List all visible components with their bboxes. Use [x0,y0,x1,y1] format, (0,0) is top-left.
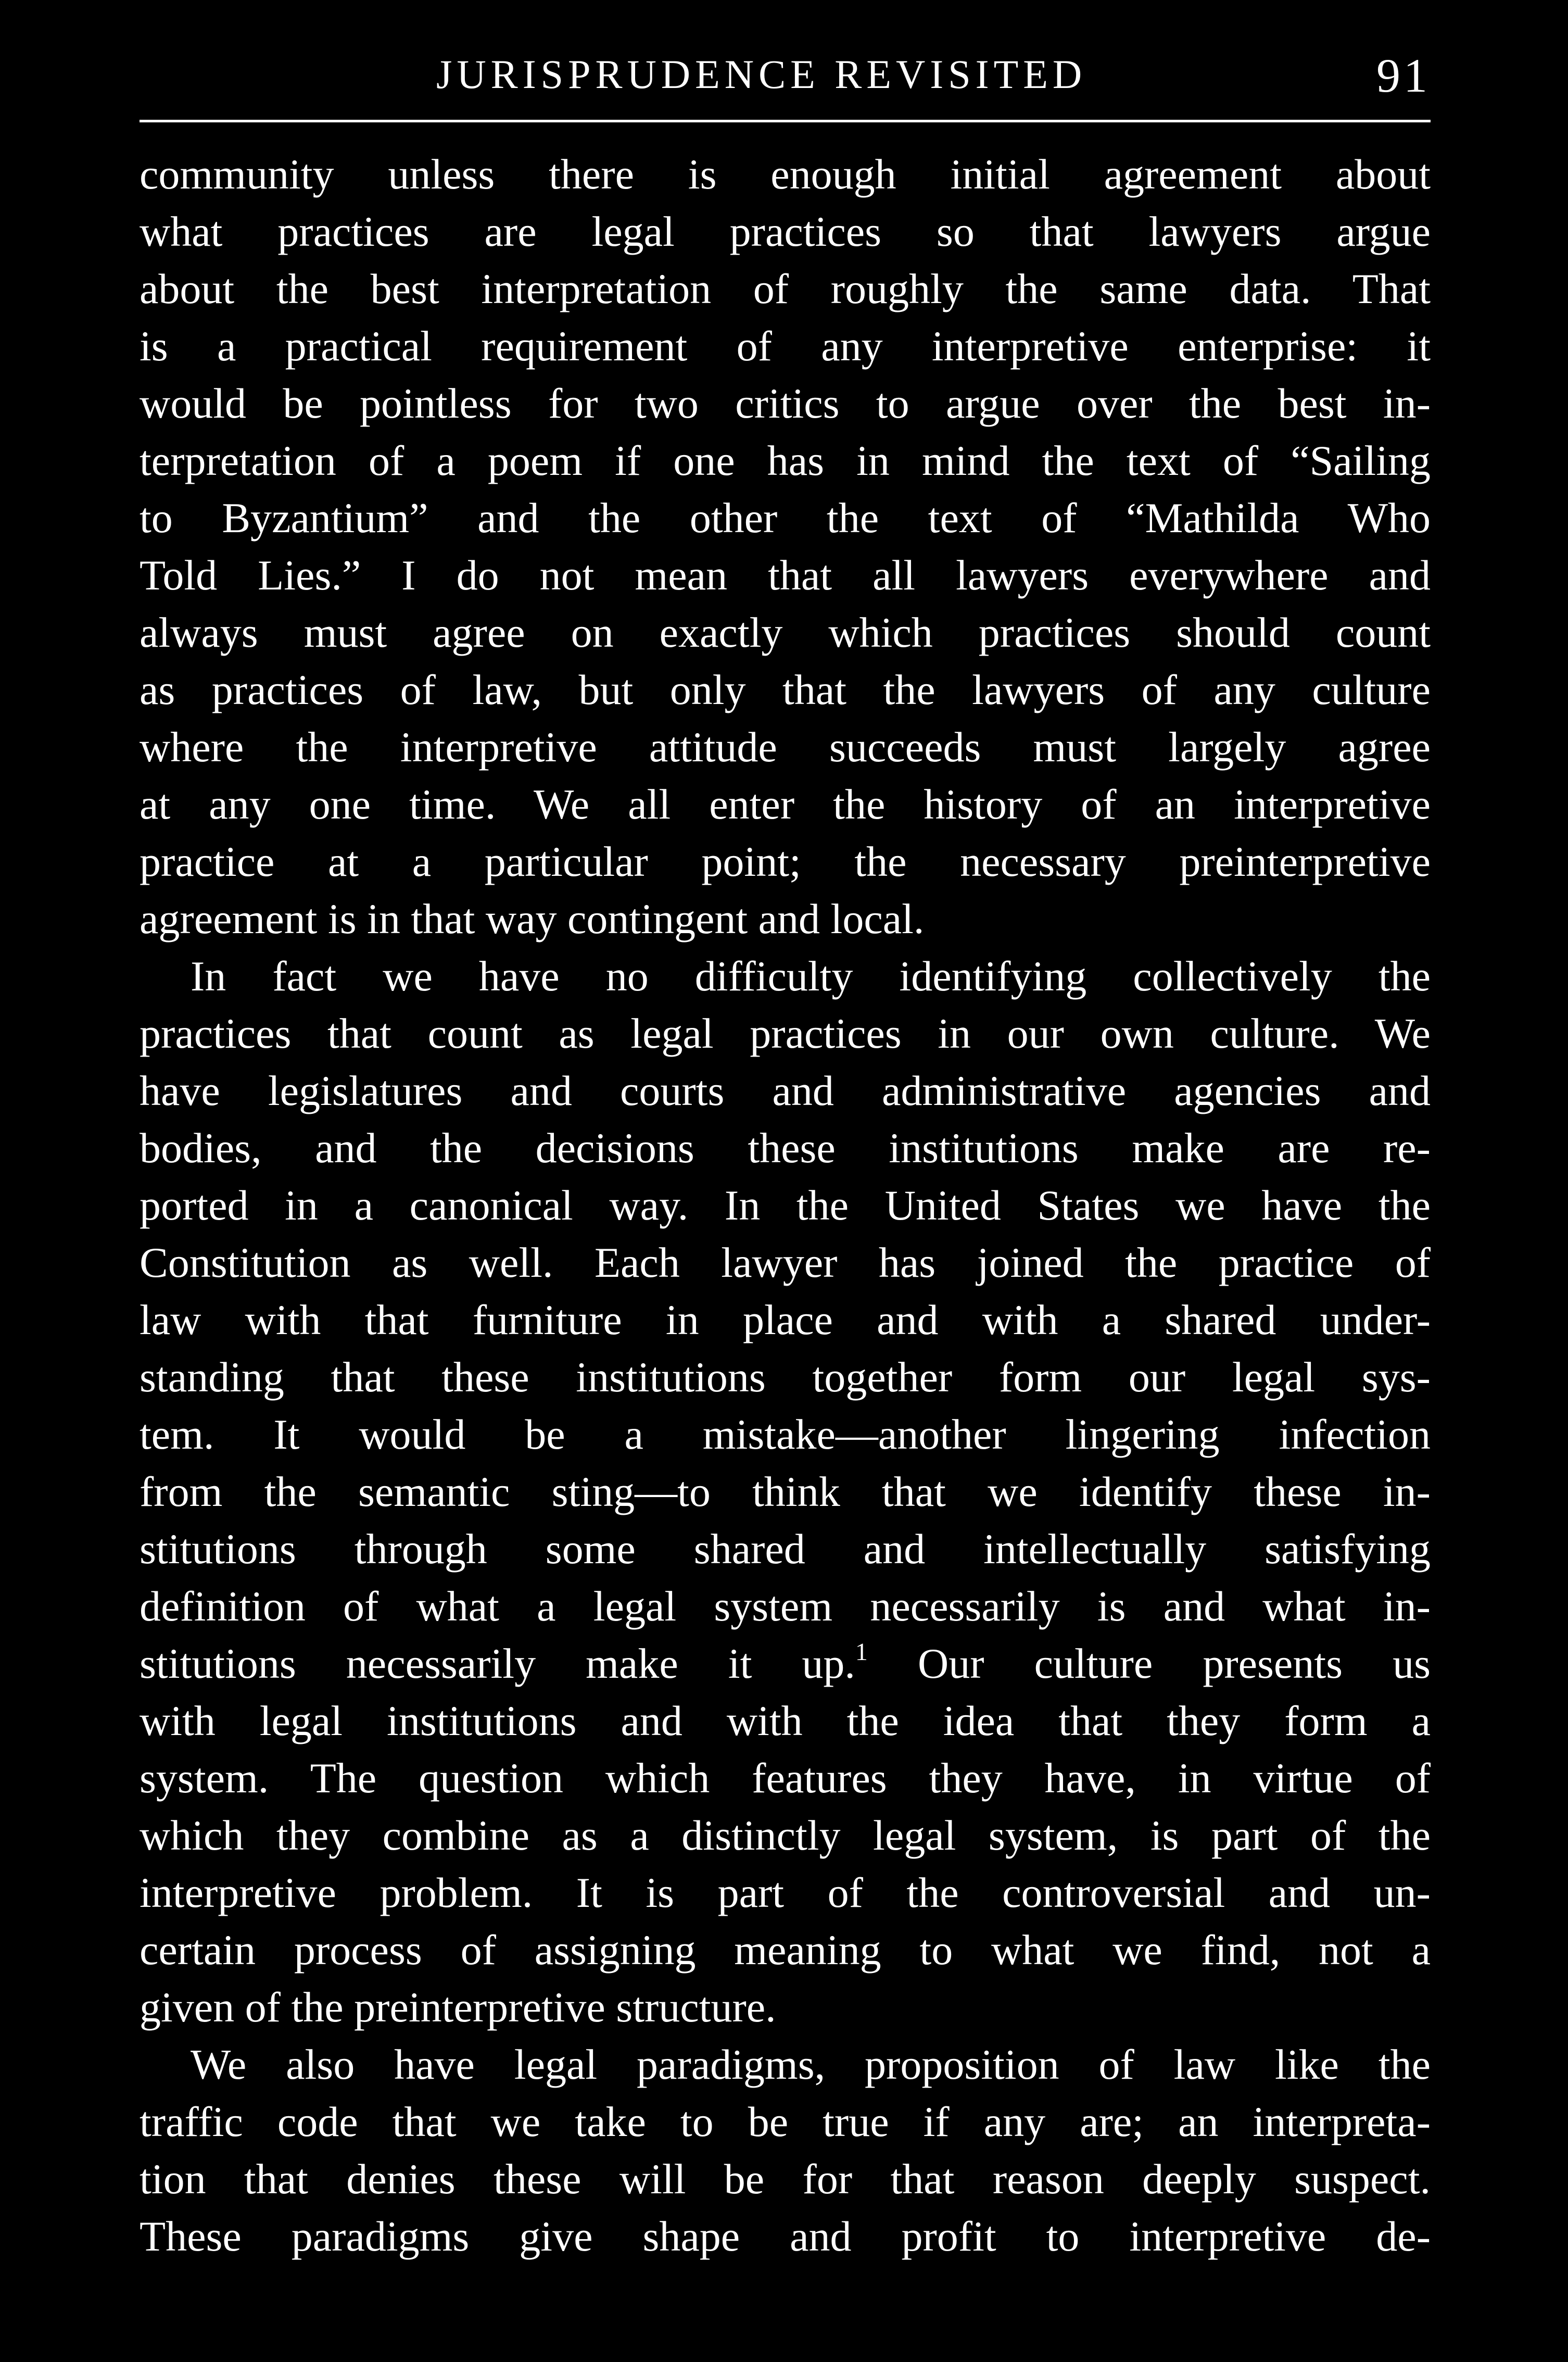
body-text [140,146,1431,2265]
text-line: certain process of assigning meaning to what we find, not a [140,1926,1431,1974]
text-line: These paradigms give shape and profit to interpretive de- [140,2213,1431,2260]
text-line: traffic code that we take to be true if any are; an interpreta- [140,2098,1431,2145]
text-line: tem. It would be a mistake—another lingering infection [140,1411,1431,1458]
text-line: stitutions through some shared and intellectually satisfying [140,1525,1431,1573]
text-line: bodies, and the decisions these institutions make are re- [140,1124,1431,1172]
text-line: to Byzantium” and the other the text of “Mathilda Who [140,494,1431,542]
paragraph-first-line: In fact we have no difficulty identifying collectively the [191,952,1431,1000]
text-line: tion that denies these will be for that reason deeply suspect. [140,2155,1431,2203]
footnote-marker[interactable]: 1 [855,1638,868,1666]
text-line: what practices are legal practices so that lawyers argue [140,208,1431,255]
text-line: with legal institutions and with the idea that they form a [140,1697,1431,1744]
text-line: have legislatures and courts and administrative agencies and [140,1067,1431,1114]
text-line: terpretation of a poem if one has in mind the text of “Sailing [140,437,1431,484]
text-line: ported in a canonical way. In the United States we have the [140,1182,1431,1229]
text-line: is a practical requirement of any interpretive enterprise: it [140,322,1431,370]
paragraph-end-line: given of the preinterpretive structure. [140,1983,776,2031]
text-line: would be pointless for two critics to argue over the best in- [140,380,1431,427]
page-number: 91 [1376,49,1431,102]
text-fragment: Our culture presents us [918,1640,1431,1687]
text-line: definition of what a legal system necessarily is and what in- [140,1582,1431,1630]
text-line: community unless there is enough initial agreement about [140,150,1431,198]
text-line: practice at a particular point; the necessary preinterpretive [140,838,1431,885]
text-line: law with that furniture in place and with a shared under- [140,1296,1431,1343]
text-line: standing that these institutions together form our legal sys- [140,1353,1431,1401]
text-line: from the semantic sting—to think that we identify these in- [140,1468,1431,1515]
text-line: at any one time. We all enter the history of an interpretive [140,781,1431,828]
paragraph-first-line: We also have legal paradigms, proposition of law like the [191,2041,1431,2088]
text-line: where the interpretive attitude succeeds must largely agree [140,723,1431,771]
text-line: as practices of law, but only that the lawyers of any culture [140,666,1431,713]
paragraph-end-line: agreement is in that way contingent and local. [140,895,925,943]
text-line: Told Lies.” I do not mean that all lawyers everywhere and [140,551,1431,599]
text-line: interpretive problem. It is part of the controversial and un- [140,1869,1431,1916]
text-line: Constitution as well. Each lawyer has joined the practice of [140,1239,1431,1286]
text-line-with-footnote [140,1635,1431,1692]
text-line: about the best interpretation of roughly the same data. That [140,265,1431,312]
running-title: JURISPRUDENCE REVISITED [436,52,1087,97]
text-line: system. The question which features they have, in virtue of [140,1754,1431,1802]
text-fragment: stitutions necessarily make it up. [140,1640,855,1687]
text-line: practices that count as legal practices in our own culture. We [140,1010,1431,1057]
running-head [140,42,1431,122]
text-line: which they combine as a distinctly legal system, is part of the [140,1812,1431,1859]
text-line: always must agree on exactly which practices should count [140,609,1431,656]
